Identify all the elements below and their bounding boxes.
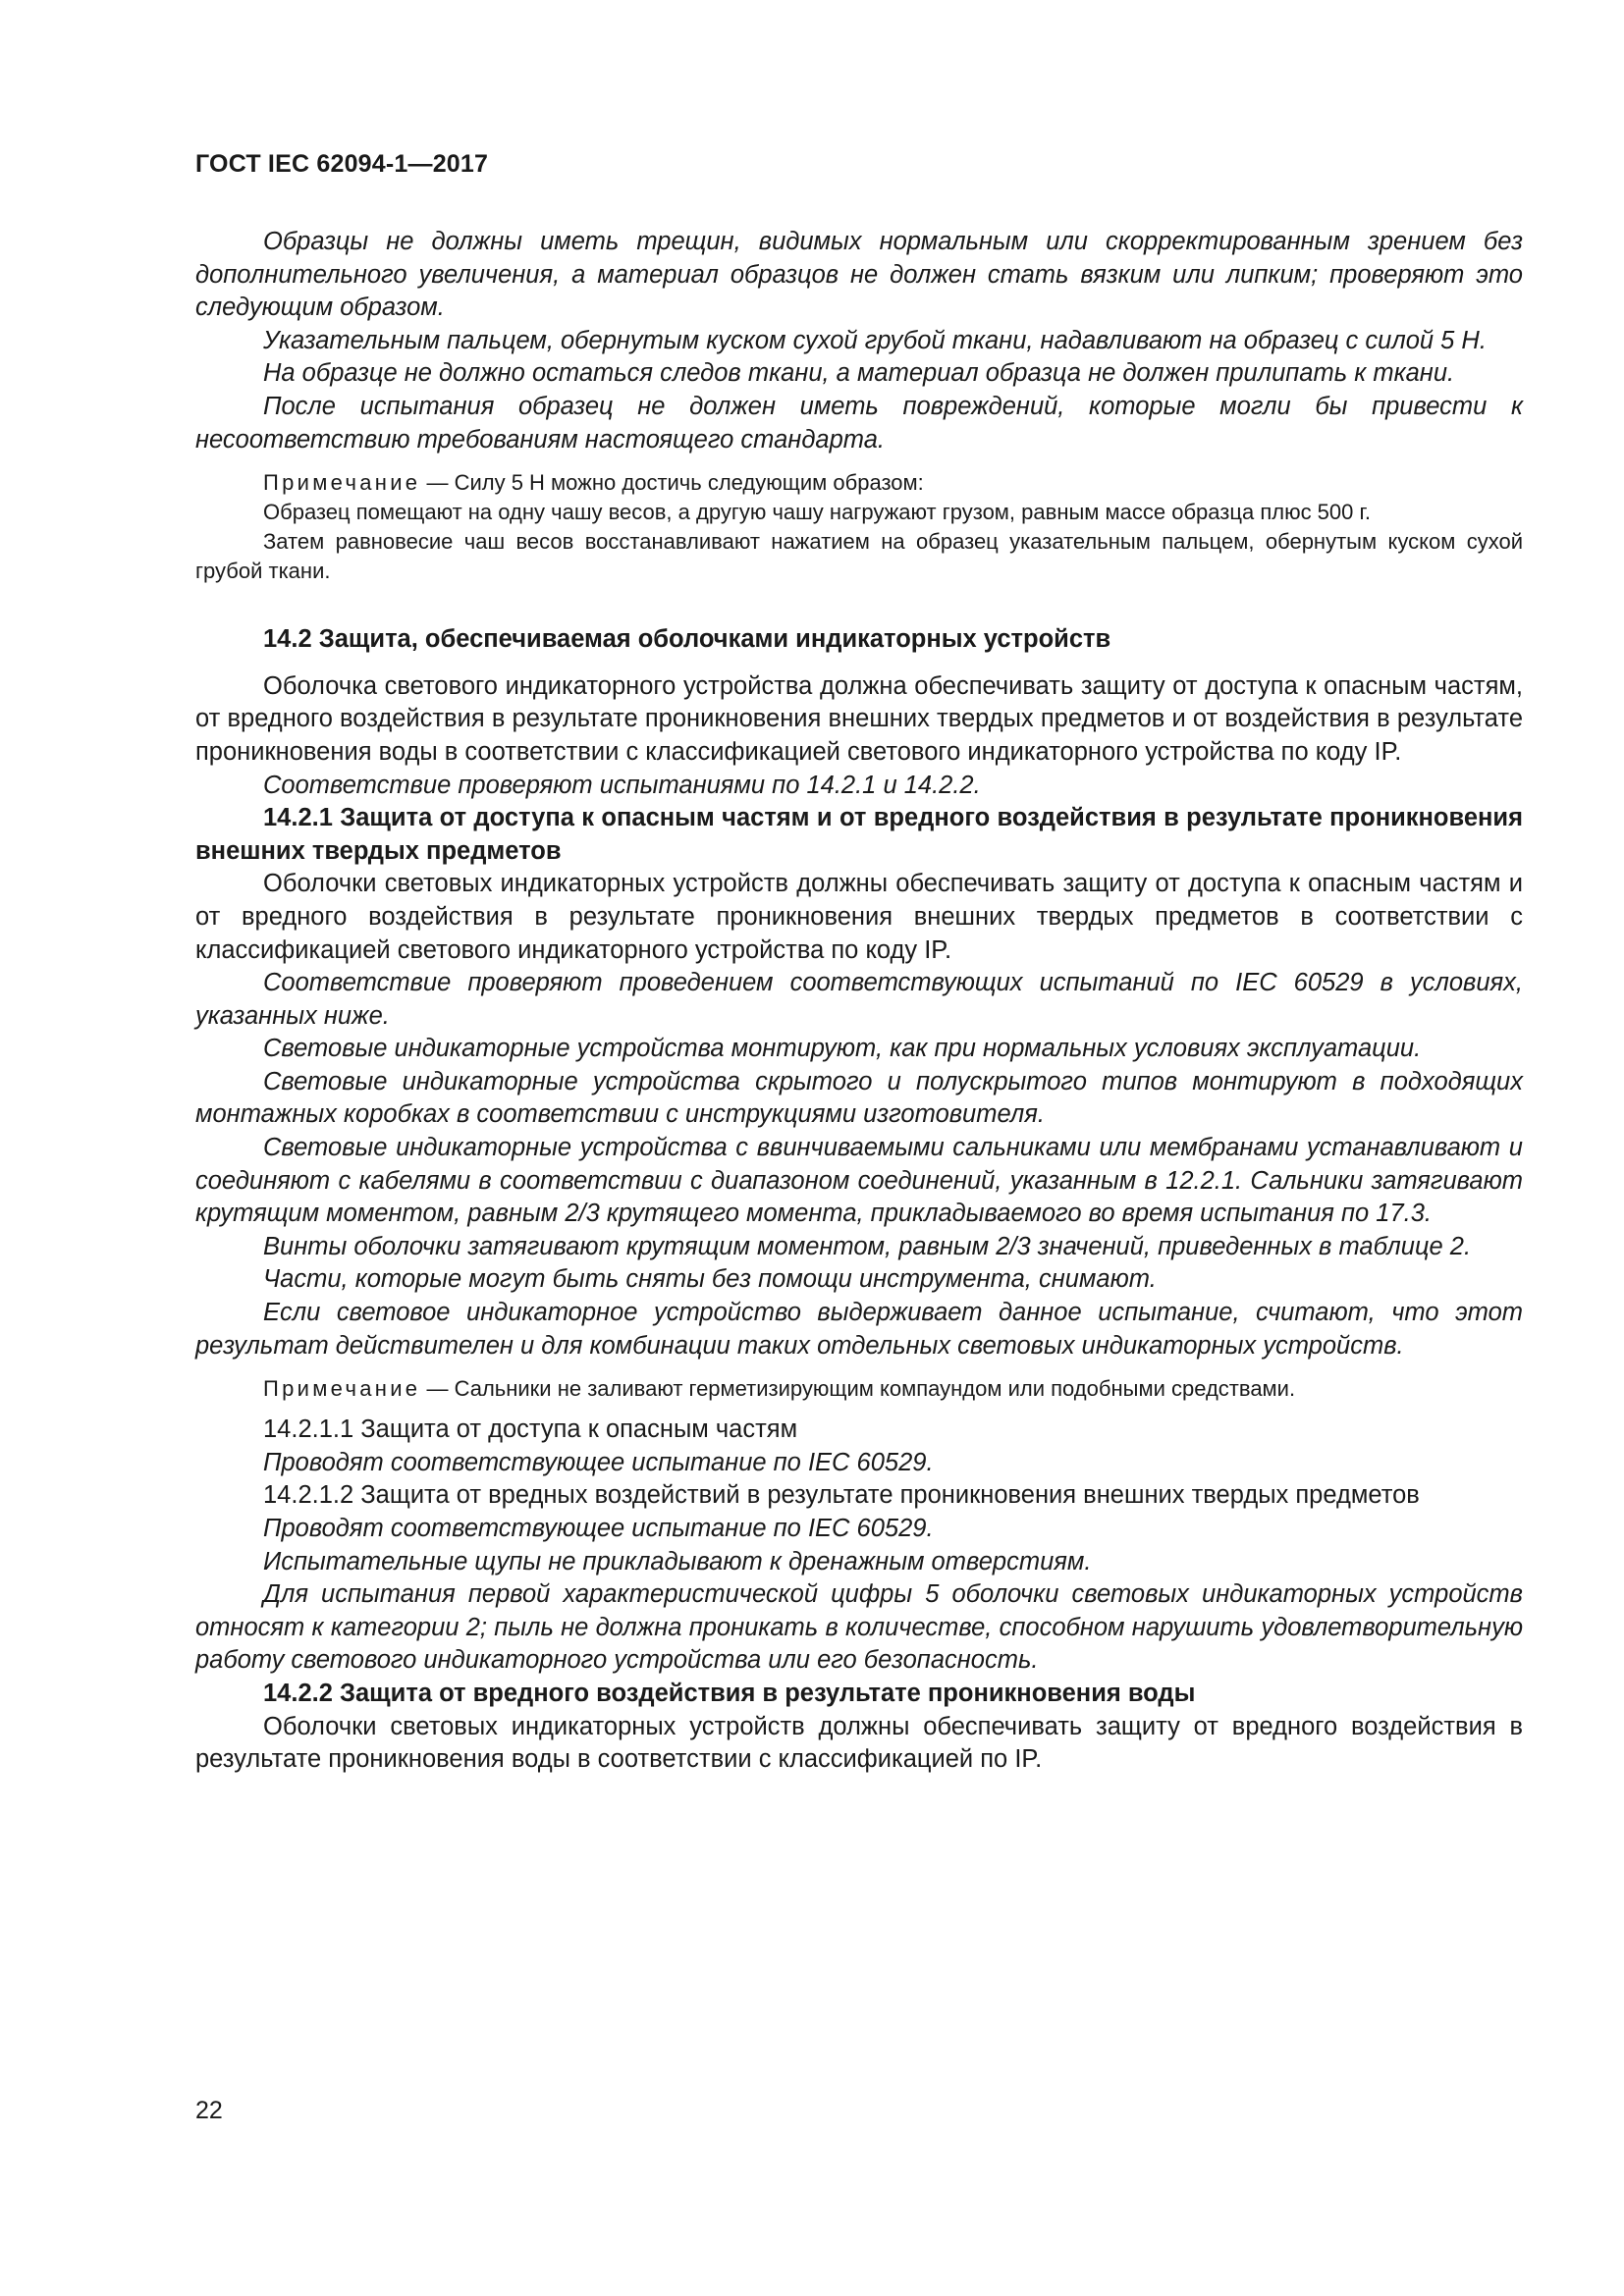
paragraph: Проводят соответствующее испытание по IEC 60529. — [263, 1515, 934, 1542]
paragraph: Указательным пальцем, обернутым куском сухой грубой ткани, надавливают на образец с силой 5 Н. — [263, 326, 1487, 354]
note-text: — Сальники не заливают герметизирующим компаундом или подобными средствами. — [420, 1376, 1296, 1402]
subsection-heading-14-2-1-2: 14.2.1.2 Защита от вредных воздействий в результате проникновения внешних твердых предметов — [263, 1481, 1420, 1510]
note-1 — [195, 468, 1523, 498]
paragraph: Оболочки световых индикаторных устройств должны обеспечивать защиту от доступа к опасным частям и от вредного воздействия в результате проникновения внешних твердых предметов в соответствии с классификацией светового индикаторного устройства по коду IP. — [195, 870, 1523, 964]
subsection-heading-14-2-1-1: 14.2.1.1 Защита от доступа к опасным частям — [263, 1415, 798, 1444]
paragraph: Световые индикаторные устройства с ввинчиваемыми сальниками или мембранами устанавливают и соединяют с кабелями в соответствии с диапазоном соединений, указанным в 12.2.1. Сальники затягивают крутящим моментом, равным 2/3 крутящего момента, прикладываемого во время испытания по 17.3. — [195, 1134, 1523, 1228]
note-2 — [195, 1374, 1523, 1404]
paragraph: Образцы не должны иметь трещин, видимых нормальным или скорректированным зрением без дополнительного увеличения, а материал образцов не должен стать вязким или липким; проверяют это следующим образом. — [195, 228, 1523, 322]
section-heading-14-2-2: 14.2.2 Защита от вредного воздействия в результате проникновения воды — [263, 1679, 1196, 1707]
note-1-line-3: Затем равновесие чаш весов восстанавливают нажатием на образец указательным пальцем, обернутым куском сухой грубой ткани. — [195, 529, 1523, 584]
paragraph: Соответствие проверяют проведением соответствующих испытаний по IEC 60529 в условиях, указанных ниже. — [195, 969, 1523, 1030]
paragraph: Световые индикаторные устройства монтируют, как при нормальных условиях эксплуатации. — [263, 1035, 1422, 1063]
paragraph: После испытания образец не должен иметь повреждений, которые могли бы привести к несоответствию требованиям настоящего стандарта. — [195, 392, 1523, 454]
paragraph: Если световое индикаторное устройство выдерживает данное испытание, считают, что этот результат действителен и для комбинации таких отдельных световых индикаторных устройств. — [195, 1299, 1523, 1360]
section-heading-14-2: 14.2 Защита, обеспечиваемая оболочками индикаторных устройств — [263, 625, 1111, 654]
paragraph: Оболочка светового индикаторного устройства должна обеспечивать защиту от доступа к опасным частям, от вредного воздействия в результате проникновения внешних твердых предметов и от воздействия в результате проникновения воды в соответствии с классификацией светового индикаторного устройства по коду IP. — [195, 671, 1523, 766]
paragraph: Световые индикаторные устройства скрытого и полускрытого типов монтируют в подходящих монтажных коробках в соответствии с инструкциями изготовителя. — [195, 1067, 1523, 1129]
section-heading-14-2-1: 14.2.1 Защита от доступа к опасным частям и от вредного воздействия в результате проникновения внешних твердых предметов — [195, 804, 1523, 865]
note-label: Примечание — [263, 1376, 421, 1402]
note-1-line-2: Образец помещают на одну чашу весов, а другую чашу нагружают грузом, равным массе образца плюс 500 г. — [263, 500, 1371, 525]
note-text: — Силу 5 Н можно достичь следующим образом: — [420, 470, 924, 496]
note-label: Примечание — [263, 470, 421, 496]
paragraph: На образце не должно остаться следов ткани, а материал образца не должен прилипать к ткани. — [263, 359, 1455, 388]
paragraph: Испытательные щупы не прикладывают к дренажным отверстиям. — [263, 1547, 1092, 1575]
paragraph: Части, которые могут быть сняты без помощи инструмента, снимают. — [263, 1265, 1157, 1294]
paragraph: Оболочки световых индикаторных устройств должны обеспечивать защиту от вредного воздействия в результате проникновения воды в соответствии с классификацией по IP. — [195, 1712, 1523, 1774]
page-number: 22 — [195, 2097, 223, 2124]
paragraph: Винты оболочки затягивают крутящим моментом, равным 2/3 значений, приведенных в таблице 2. — [263, 1232, 1472, 1260]
paragraph: Соответствие проверяют испытаниями по 14.2.1 и 14.2.2. — [263, 771, 981, 799]
paragraph: Проводят соответствующее испытание по IEC 60529. — [263, 1448, 934, 1476]
standard-header: ГОСТ IEC 62094-1—2017 — [195, 150, 489, 178]
page-content — [195, 226, 1523, 1777]
paragraph: Для испытания первой характеристической цифры 5 оболочки световых индикаторных устройств относят к категории 2; пыль не должна проникать в количестве, способном нарушить удовлетворительную работу светового индикаторного устройства или его безопасность. — [195, 1580, 1523, 1675]
